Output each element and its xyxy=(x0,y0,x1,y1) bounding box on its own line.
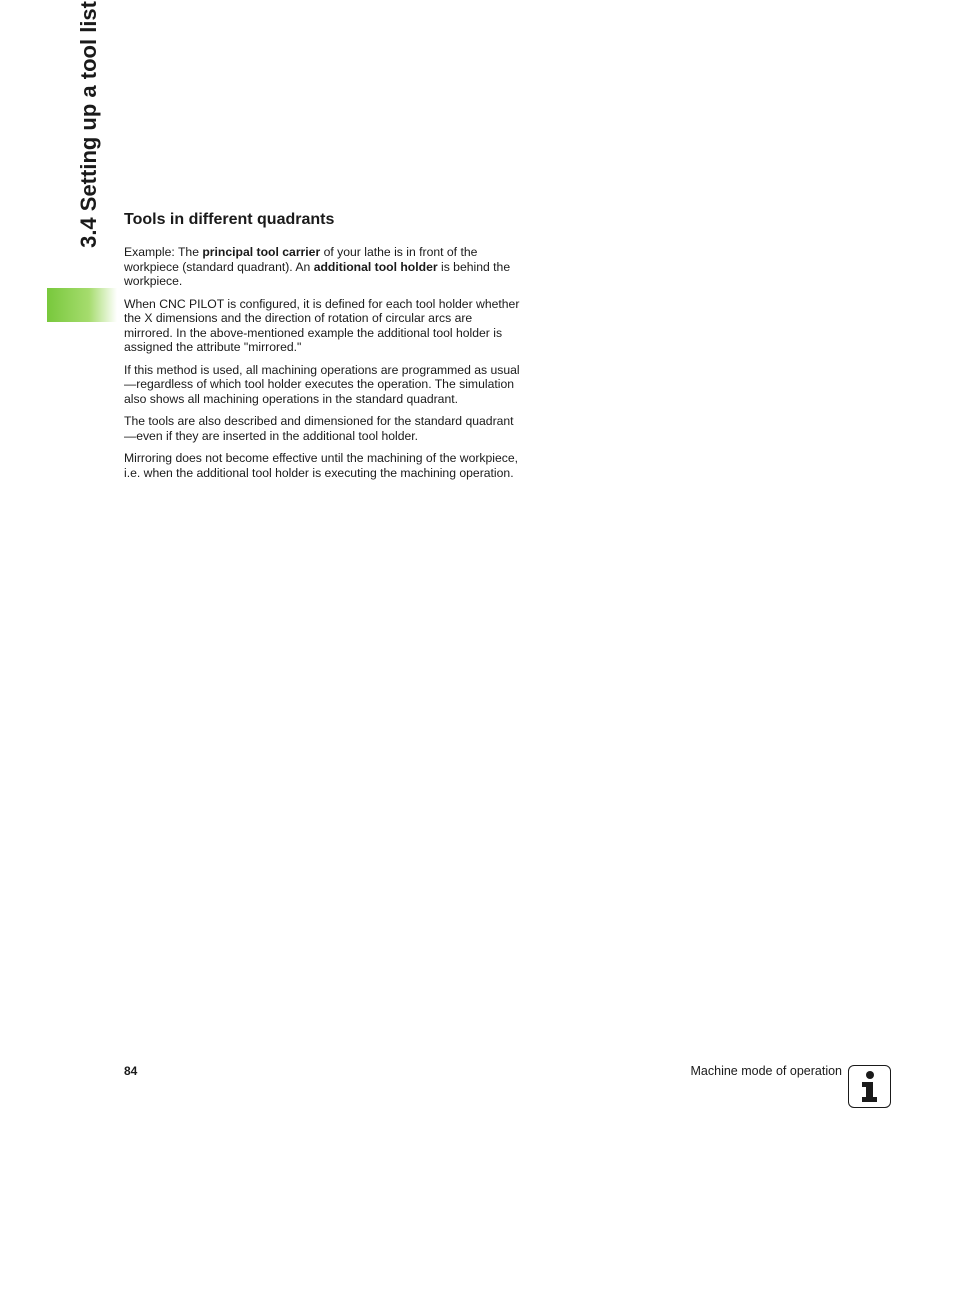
term-principal-tool-carrier: principal tool carrier xyxy=(202,245,321,259)
info-icon-glyph xyxy=(849,1066,889,1106)
term-additional-tool-holder: additional tool holder xyxy=(313,259,438,274)
text-run: is behind the workpiece. xyxy=(124,259,511,288)
section-title: Tools in different quadrants xyxy=(124,211,335,228)
paragraph-dimensions: The tools are also described and dimensioned for the standard quadrant—even if they are inserted in the additional tool holder. xyxy=(124,414,514,443)
paragraph-configuration: When CNC PILOT is configured, it is defined for each tool holder whether the X dimensions and the direction of rotation of circular arcs are mirrored. In the above-mentioned example the additional tool holder is assigned the attribute "mirrored." xyxy=(124,296,520,354)
main-content xyxy=(124,210,524,488)
page-number: 84 xyxy=(124,1064,138,1078)
paragraph-programming: If this method is used, all machining operations are programmed as usual—regardless of which tool holder executes the operation. The simulation also shows all machining operations in the standard quadrant. xyxy=(124,362,520,406)
footer-chapter-name: Machine mode of operation xyxy=(690,1064,842,1078)
info-icon xyxy=(848,1065,891,1108)
text-run: of your lathe is in front of the workpiece (standard quadrant). An xyxy=(124,245,478,274)
text-run: Example: The xyxy=(124,245,203,259)
chapter-side-title: 3.4 Setting up a tool list xyxy=(76,1,101,248)
paragraph-example xyxy=(124,245,524,289)
paragraph-mirroring: Mirroring does not become effective until the machining of the workpiece, i.e. when the additional tool holder is executing the machining operation. xyxy=(124,451,519,480)
